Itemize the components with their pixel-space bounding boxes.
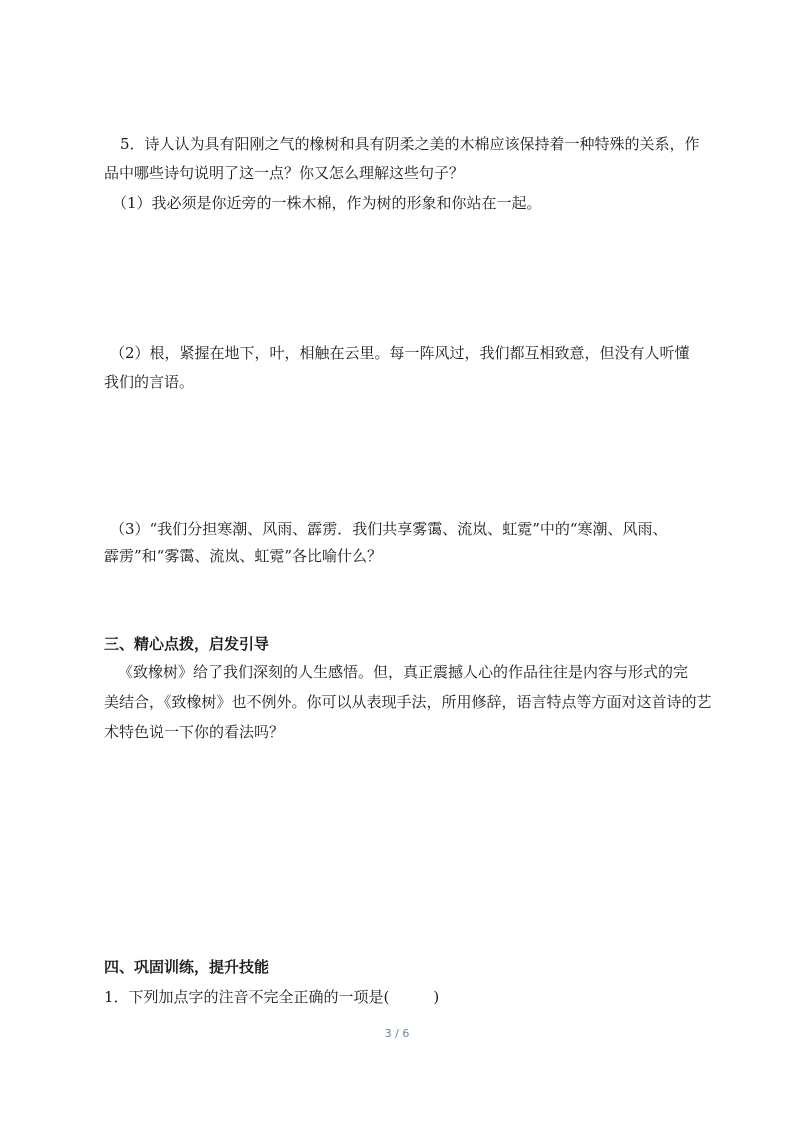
section-3-line-2: 美结合，《致橡树》也不例外。你可以从表现手法，所用修辞，语言特点等方面对这首诗的艺 — [104, 693, 712, 711]
section-4-title: 四、巩固训练，提升技能 — [104, 958, 270, 976]
section-4-question-1 — [104, 987, 439, 1007]
q5-sub-2-line-1: （2）根，紧握在地下，叶，相触在云里。每一阵风过，我们都互相致意，但没有人听懂 — [110, 344, 690, 362]
q5-sub-3-line-1: （3）“我们分担寒潮、风雨、霹雳．我们共享雾霭、流岚、虹霓”中的“寒潮、风雨、 — [110, 520, 668, 538]
q5-sub-3-line-2: 霹雳”和“雾霭、流岚、虹霓”各比喻什么？ — [104, 547, 383, 565]
page-number: 3 / 6 — [384, 1027, 410, 1040]
section-3-title: 三、精心点拨，启发引导 — [104, 635, 270, 653]
question-1-text: 1．下列加点字的注音不完全正确的一项是( — [104, 988, 390, 1006]
q5-sub-2-line-2: 我们的言语。 — [104, 373, 195, 391]
q5-line-1: 5．诗人认为具有阳刚之气的橡树和具有阴柔之美的木棉应该保持着一种特殊的关系，作 — [120, 135, 700, 153]
section-3-line-3: 术特色说一下你的看法吗？ — [104, 723, 285, 741]
q5-line-2: 品中哪些诗句说明了这一点？你又怎么理解这些句子？ — [104, 164, 465, 182]
question-1-close-paren: ) — [433, 988, 440, 1006]
section-3-line-1: 《致橡树》给了我们深刻的人生感悟。但，真正震撼人心的作品往往是内容与形式的完 — [118, 663, 689, 681]
q5-sub-1: （1）我必须是你近旁的一株木棉，作为树的形象和你站在一起。 — [112, 194, 542, 212]
